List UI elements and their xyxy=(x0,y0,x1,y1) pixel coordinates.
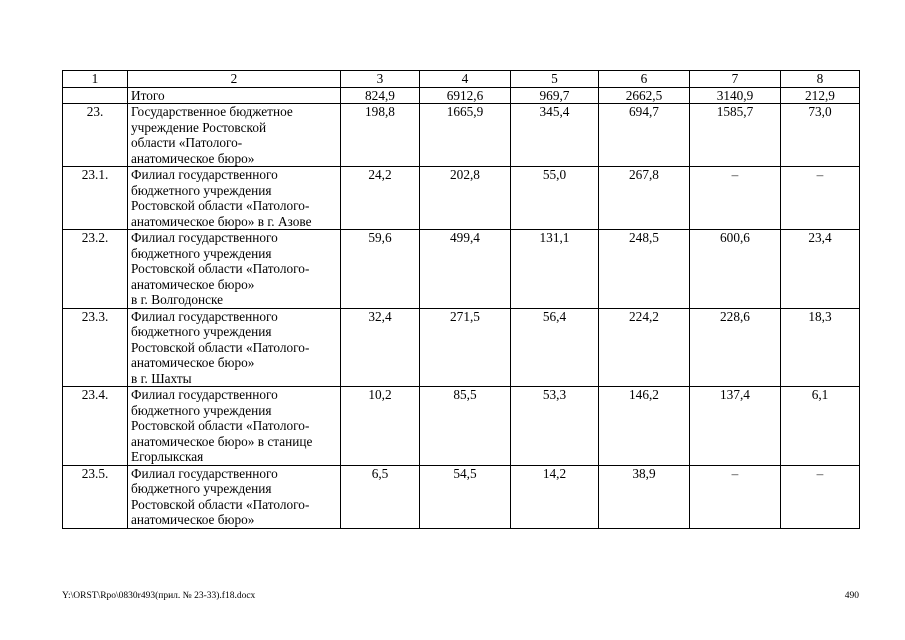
value-cell: 345,4 xyxy=(511,104,599,167)
value-cell: 6,1 xyxy=(781,387,860,466)
institution-name-line: Ростовской области «Патолого- xyxy=(131,496,310,512)
institution-name xyxy=(128,308,341,387)
header-cell: 7 xyxy=(690,71,781,88)
value-cell: 18,3 xyxy=(781,308,860,387)
total-value: 969,7 xyxy=(511,87,599,104)
institution-name-line: Филиал государственного xyxy=(131,230,278,245)
value-cell: 53,3 xyxy=(511,387,599,466)
value-cell: 146,2 xyxy=(599,387,690,466)
row-number: 23.4. xyxy=(63,387,128,466)
institution-name-line: Филиал государственного xyxy=(131,308,278,324)
value-cell: – xyxy=(781,167,860,230)
value-cell: 73,0 xyxy=(781,104,860,167)
institution-name xyxy=(128,230,341,309)
value-cell: 38,9 xyxy=(599,465,690,528)
value-cell: 131,1 xyxy=(511,230,599,309)
institution-name-line: Ростовской области «Патолого- xyxy=(131,198,310,213)
total-value: 212,9 xyxy=(781,87,860,104)
value-cell: 85,5 xyxy=(420,387,511,466)
institution-name-line: Егорлыкская xyxy=(131,449,204,464)
table-row xyxy=(63,167,860,230)
institution-name-line: Ростовской области «Патолого- xyxy=(131,261,310,276)
header-cell: 5 xyxy=(511,71,599,88)
header-cell: 1 xyxy=(63,71,128,88)
page-number: 490 xyxy=(844,591,859,601)
institution-name-line: бюджетного учреждения xyxy=(131,324,272,339)
institution-name-line: учреждение Ростовской xyxy=(131,119,267,135)
header-cell: 3 xyxy=(341,71,420,88)
institution-name-line: Филиал государственного xyxy=(131,167,278,182)
institution-name-line: анатомическое бюро» xyxy=(131,150,255,166)
row-number: 23.2. xyxy=(63,230,128,309)
table-row xyxy=(63,308,860,387)
total-value: 3140,9 xyxy=(690,87,781,104)
file-path: Y:\ORST\Rpo\0830r493(прил. № 23-33).f18.docx xyxy=(62,591,256,601)
total-value: 824,9 xyxy=(341,87,420,104)
institution-name xyxy=(128,167,341,230)
value-cell: 24,2 xyxy=(341,167,420,230)
value-cell: – xyxy=(781,465,860,528)
value-cell: 32,4 xyxy=(341,308,420,387)
total-row xyxy=(63,87,860,104)
value-cell: 56,4 xyxy=(511,308,599,387)
value-cell: 271,5 xyxy=(420,308,511,387)
value-cell: 137,4 xyxy=(690,387,781,466)
value-cell: 6,5 xyxy=(341,465,420,528)
table-body xyxy=(63,71,860,529)
institution-name xyxy=(128,387,341,466)
value-cell: 228,6 xyxy=(690,308,781,387)
institution-name-line: бюджетного учреждения xyxy=(131,402,272,418)
total-value: 6912,6 xyxy=(420,87,511,104)
institution-name-line: в г. Шахты xyxy=(131,370,192,386)
institution-name-line: анатомическое бюро» xyxy=(131,355,255,370)
institution-name-line: анатомическое бюро» xyxy=(131,512,255,527)
row-number: 23.1. xyxy=(63,167,128,230)
header-cell: 8 xyxy=(781,71,860,88)
institution-name-line: Филиал государственного xyxy=(131,465,278,481)
institution-name-line: области «Патолого- xyxy=(131,135,243,150)
institution-name xyxy=(128,104,341,167)
table-row xyxy=(63,465,860,528)
row-number: 23.3. xyxy=(63,308,128,387)
value-cell: 224,2 xyxy=(599,308,690,387)
value-cell: 54,5 xyxy=(420,465,511,528)
institution-name-line: бюджетного учреждения xyxy=(131,182,272,198)
institution-name-line: в г. Волгодонске xyxy=(131,292,224,307)
budget-table xyxy=(62,70,860,529)
header-cell: 2 xyxy=(128,71,341,88)
value-cell: 694,7 xyxy=(599,104,690,167)
value-cell: 10,2 xyxy=(341,387,420,466)
value-cell: 202,8 xyxy=(420,167,511,230)
value-cell: 55,0 xyxy=(511,167,599,230)
header-row xyxy=(63,71,860,88)
value-cell: – xyxy=(690,465,781,528)
value-cell: – xyxy=(690,167,781,230)
institution-name-line: Ростовской области «Патолого- xyxy=(131,339,310,355)
total-value: 2662,5 xyxy=(599,87,690,104)
institution-name xyxy=(128,465,341,528)
total-label: Итого xyxy=(128,87,341,104)
table-row xyxy=(63,387,860,466)
table-row xyxy=(63,104,860,167)
institution-name-line: Филиал государственного xyxy=(131,387,278,402)
institution-name-line: Ростовской области «Патолого- xyxy=(131,418,310,433)
value-cell: 1665,9 xyxy=(420,104,511,167)
institution-name-line: анатомическое бюро» в станице xyxy=(131,433,313,449)
value-cell: 499,4 xyxy=(420,230,511,309)
value-cell: 198,8 xyxy=(341,104,420,167)
value-cell: 267,8 xyxy=(599,167,690,230)
value-cell: 600,6 xyxy=(690,230,781,309)
total-num-cell xyxy=(63,87,128,104)
row-number: 23. xyxy=(63,104,128,167)
institution-name-line: бюджетного учреждения xyxy=(131,245,272,261)
value-cell: 59,6 xyxy=(341,230,420,309)
institution-name-line: анатомическое бюро» xyxy=(131,276,255,292)
value-cell: 23,4 xyxy=(781,230,860,309)
institution-name-line: Государственное бюджетное xyxy=(131,104,293,119)
institution-name-line: бюджетного учреждения xyxy=(131,481,272,496)
value-cell: 14,2 xyxy=(511,465,599,528)
header-cell: 6 xyxy=(599,71,690,88)
value-cell: 248,5 xyxy=(599,230,690,309)
table-row xyxy=(63,230,860,309)
row-number: 23.5. xyxy=(63,465,128,528)
header-cell: 4 xyxy=(420,71,511,88)
value-cell: 1585,7 xyxy=(690,104,781,167)
institution-name-line: анатомическое бюро» в г. Азове xyxy=(131,213,312,229)
